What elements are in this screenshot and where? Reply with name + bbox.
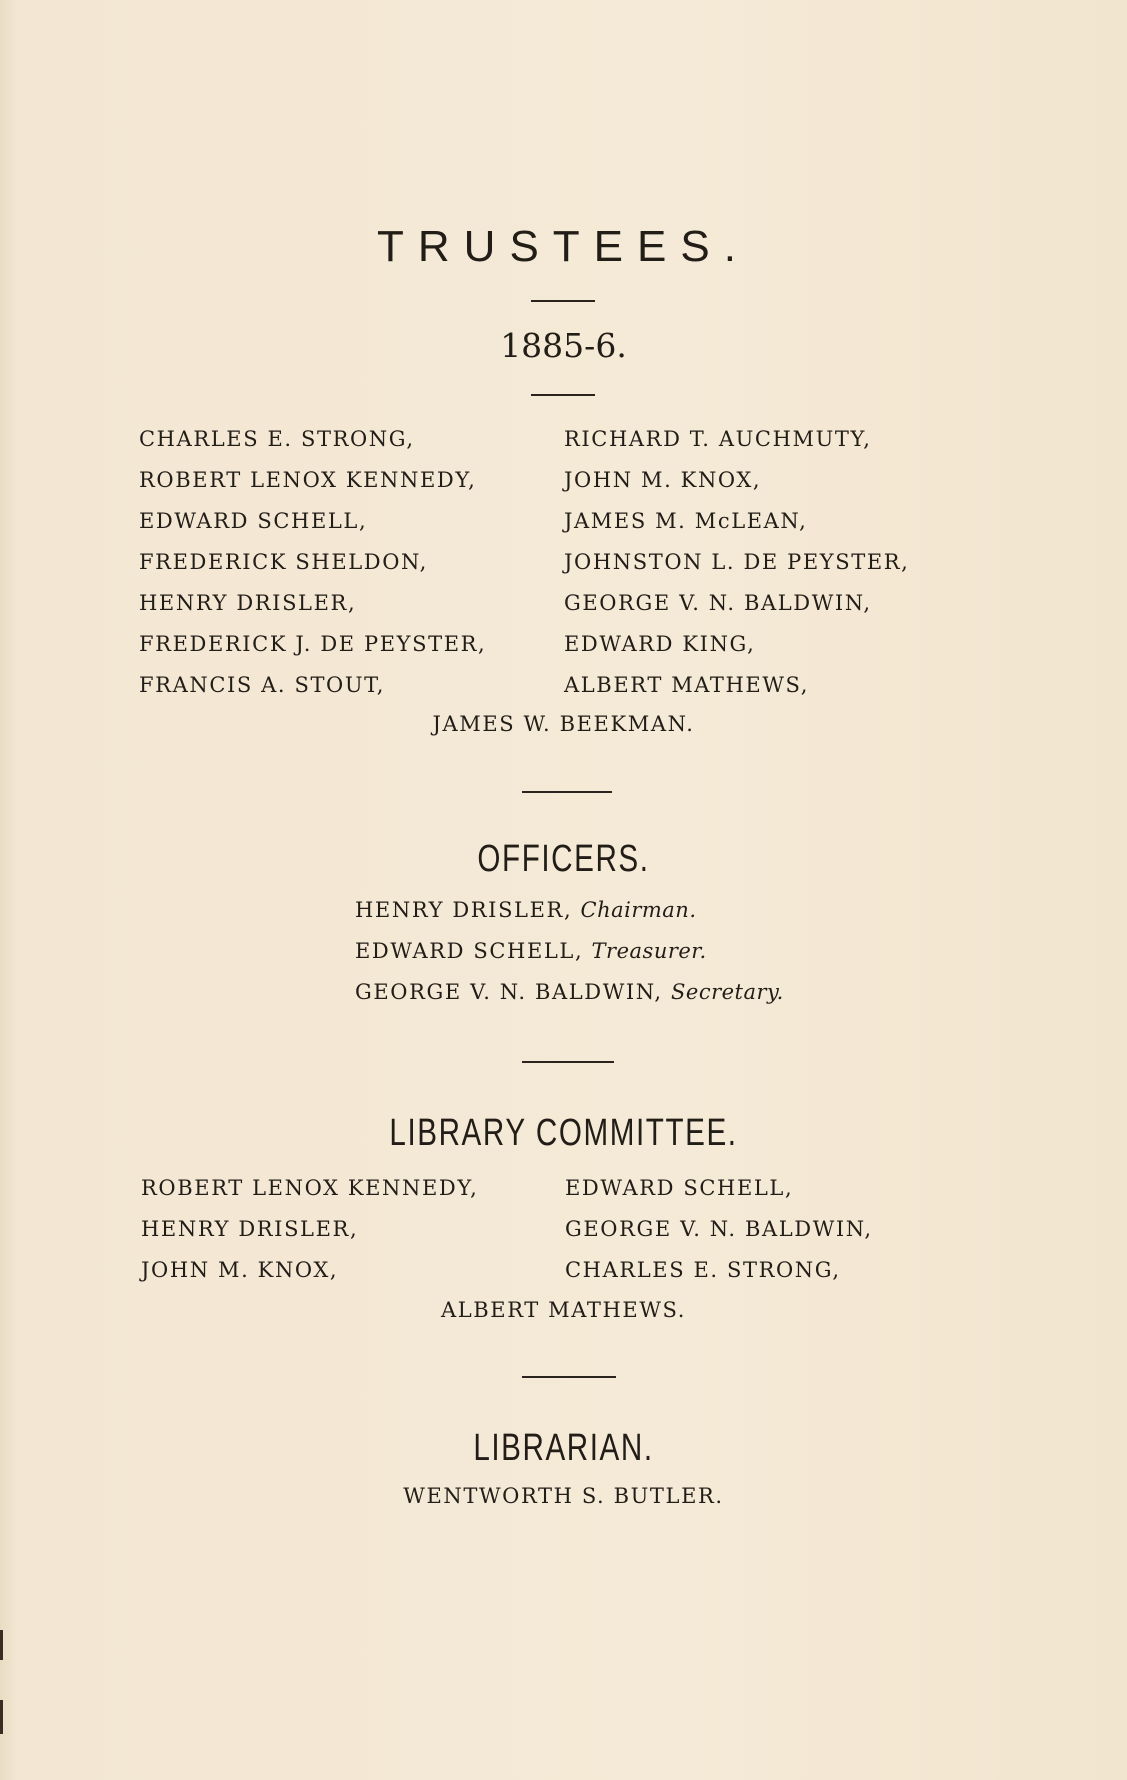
divider-rule [522,1376,616,1378]
officer-role: Secretary. [671,980,784,1004]
library-committee-heading: LIBRARY COMMITTEE. [389,1112,738,1154]
officers-heading: OFFICERS. [477,838,650,880]
officer-entry [355,980,784,1004]
committee-final-member: ALBERT MATHEWS. [440,1298,687,1322]
trustee-name: EDWARD KING, [564,632,756,656]
trustee-name: ROBERT LENOX KENNEDY, [139,468,477,492]
officer-name: GEORGE V. N. BALDWIN, [355,980,663,1004]
divider-rule [531,394,595,396]
trustee-name: FREDERICK SHELDON, [139,550,428,574]
divider-rule [522,791,612,793]
trustee-name: FREDERICK J. DE PEYSTER, [139,632,487,656]
librarian-name: WENTWORTH S. BUTLER. [403,1484,724,1508]
committee-member: EDWARD SCHELL, [565,1176,794,1200]
committee-member: HENRY DRISLER, [141,1217,359,1241]
trustees-year: 1885-6. [500,326,627,365]
officer-name: EDWARD SCHELL, [355,939,584,963]
officer-entry [355,939,707,963]
committee-left-column [141,1168,478,1291]
committee-member: CHARLES E. STRONG, [565,1258,841,1282]
committee-member: JOHN M. KNOX, [141,1258,339,1282]
librarian-heading: LIBRARIAN. [473,1427,654,1469]
trustee-name: ALBERT MATHEWS, [564,673,810,697]
trustee-name: EDWARD SCHELL, [139,509,368,533]
trustee-name: JOHN M. KNOX, [564,468,762,492]
trustee-name: FRANCIS A. STOUT, [139,673,385,697]
trustees-left-column [139,419,486,706]
trustee-name: HENRY DRISLER, [139,591,357,615]
divider-rule [522,1061,614,1063]
trustee-name: JAMES M. McLEAN, [564,509,808,533]
officer-role: Treasurer. [591,939,707,963]
divider-rule [531,300,595,302]
binding-mark [0,1630,3,1660]
committee-right-column [565,1168,873,1291]
trustees-right-column [564,419,909,706]
binding-mark [0,1700,3,1734]
officer-name: HENRY DRISLER, [355,898,573,922]
trustee-name: CHARLES E. STRONG, [139,427,415,451]
trustees-heading: TRUSTEES. [377,222,750,271]
trustee-name: GEORGE V. N. BALDWIN, [564,591,872,615]
trustee-final-name: JAMES W. BEEKMAN. [432,712,695,736]
officer-entry [355,898,697,922]
officer-role: Chairman. [580,898,697,922]
committee-member: ROBERT LENOX KENNEDY, [141,1176,479,1200]
committee-member: GEORGE V. N. BALDWIN, [565,1217,873,1241]
trustee-name: RICHARD T. AUCHMUTY, [564,427,872,451]
trustee-name: JOHNSTON L. DE PEYSTER, [564,550,910,574]
